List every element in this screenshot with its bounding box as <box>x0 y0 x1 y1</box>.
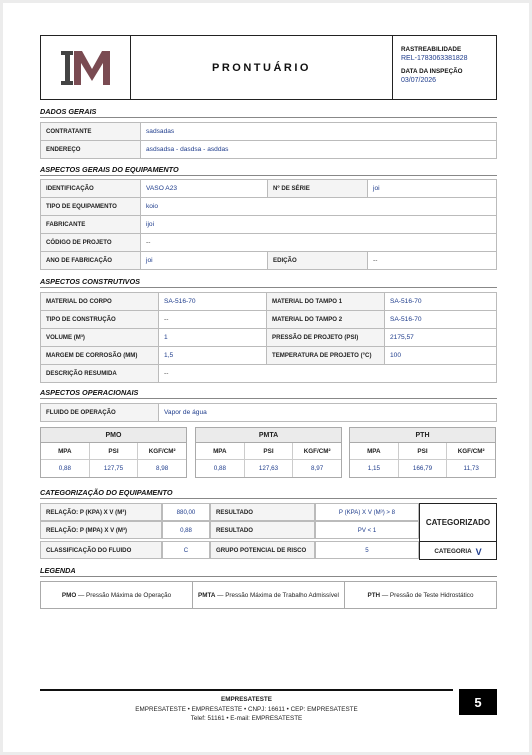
footer-divider <box>40 689 453 691</box>
unit-mpa: MPA <box>350 443 399 459</box>
desc-label: DESCRIÇÃO RESUMIDA <box>41 365 159 383</box>
pmta-box <box>195 427 342 478</box>
pth-mpa: 1,15 <box>350 460 399 477</box>
footer-company: EMPRESATESTE <box>221 696 272 703</box>
section-title-construction: ASPECTOS CONSTRUTIVOS <box>40 277 497 288</box>
header-info <box>392 36 496 99</box>
result2-value: PV < 1 <box>315 521 419 539</box>
pmo-mpa: 0,88 <box>41 460 90 477</box>
legend-pmta <box>193 582 345 608</box>
pproj-label: PRESSÃO DE PROJETO (PSI) <box>267 329 385 347</box>
type-label: TIPO DE EQUIPAMENTO <box>41 198 141 216</box>
date-value: 03/07/2026 <box>401 77 437 84</box>
unit-psi: PSI <box>245 443 294 459</box>
lid1-label: MATERIAL DO TAMPO 1 <box>267 293 385 311</box>
serial-value: joi <box>368 180 497 198</box>
edition-label: EDIÇÃO <box>268 252 368 270</box>
section-title-general: DADOS GERAIS <box>40 107 497 118</box>
document-header <box>40 35 497 100</box>
pth-box <box>349 427 496 478</box>
serial-label: Nº DE SÉRIE <box>268 180 368 198</box>
address-label: ENDEREÇO <box>41 141 141 159</box>
section-title-operational: ASPECTOS OPERACIONAIS <box>40 388 497 399</box>
temp-label: TEMPERATURA DE PROJETO (°C) <box>267 347 385 365</box>
unit-kgf: KGF/CM² <box>303 447 331 455</box>
fluid-value: Vapor de água <box>159 404 497 422</box>
volume-value: 1 <box>159 329 267 347</box>
pmo-title: PMO <box>41 428 186 443</box>
unit-kgf: KGF/CM² <box>148 447 176 455</box>
pmta-kgf: 8,97 <box>311 465 324 472</box>
section-title-categorization: CATEGORIZAÇÃO DO EQUIPAMENTO <box>40 488 497 499</box>
general-table <box>40 122 497 159</box>
section-title-legend: LEGENDA <box>40 566 497 577</box>
risk-label: GRUPO POTENCIAL DE RISCO <box>210 541 315 559</box>
page-number: 5 <box>459 689 497 715</box>
trace-value: REL-1783063381828 <box>401 55 468 62</box>
legend-pmo <box>41 582 193 608</box>
desc-value: -- <box>159 365 497 383</box>
project-value: -- <box>141 234 497 252</box>
volume-label: VOLUME (M³) <box>41 329 159 347</box>
unit-psi: PSI <box>90 443 139 459</box>
page-title: PRONTUÁRIO <box>212 61 311 74</box>
address-value: asdsadsa - dasdsa - asddas <box>141 141 497 159</box>
legend-pth <box>345 582 496 608</box>
id-label: IDENTIFICAÇÃO <box>41 180 141 198</box>
unit-kgf: KGF/CM² <box>457 447 485 455</box>
pth-kgf: 11,73 <box>463 465 479 472</box>
maker-value: ijoi <box>141 216 497 234</box>
pmo-kgf: 8,98 <box>156 465 169 472</box>
r2-value: 0,88 <box>162 521 210 539</box>
footer <box>40 695 453 724</box>
r1-value: 880,00 <box>162 503 210 521</box>
result1-value: P (KPA) X V (M³) > 8 <box>315 503 419 521</box>
fluid-class-label: CLASSIFICAÇÃO DO FLUIDO <box>40 541 162 559</box>
temp-value: 100 <box>385 347 497 365</box>
fluid-label: FLUIDO DE OPERAÇÃO <box>41 404 159 422</box>
document-page <box>3 3 529 752</box>
legend-pmo-text: — Pressão Máxima de Operação <box>77 591 172 599</box>
category-value: V <box>475 546 482 557</box>
body-value: SA-516-70 <box>159 293 267 311</box>
legend-pth-text: — Pressão de Teste Hidrostático <box>381 591 474 599</box>
ctype-label: TIPO DE CONSTRUÇÃO <box>41 311 159 329</box>
type-value: koio <box>141 198 497 216</box>
im-logo-icon <box>58 47 114 89</box>
r1-label: RELAÇÃO: P (KPA) X V (M³) <box>40 503 162 521</box>
footer-line3: Telef: 51161 • E-mail: EMPRESATESTE <box>190 715 303 722</box>
year-label: ANO DE FABRICAÇÃO <box>41 252 141 270</box>
pmta-title: PMTA <box>196 428 341 443</box>
body-label: MATERIAL DO CORPO <box>41 293 159 311</box>
legend-pmta-text: — Pressão Máxima de Trabalho Admissível <box>217 591 339 599</box>
lid2-value: SA-516-70 <box>385 311 497 329</box>
result2-label: RESULTADO <box>210 521 315 539</box>
lid2-label: MATERIAL DO TAMPO 2 <box>267 311 385 329</box>
edition-value: -- <box>368 252 497 270</box>
category-status: CATEGORIZADO <box>420 504 496 542</box>
category-box <box>419 503 497 560</box>
unit-mpa: MPA <box>41 443 90 459</box>
lid1-value: SA-516-70 <box>385 293 497 311</box>
fluid-class-value: C <box>162 541 210 559</box>
pth-title: PTH <box>350 428 495 443</box>
pth-psi: 166,79 <box>399 460 448 477</box>
equipment-table <box>40 179 497 270</box>
maker-label: FABRICANTE <box>41 216 141 234</box>
legend-box <box>40 581 497 609</box>
r2-label: RELAÇÃO: P (MPA) X V (M³) <box>40 521 162 539</box>
result1-label: RESULTADO <box>210 503 315 521</box>
id-value: VASO A23 <box>141 180 268 198</box>
company-logo <box>41 36 131 99</box>
trace-label: RASTREABILIDADE <box>401 46 462 53</box>
legend-pmo-abbr: PMO <box>61 591 77 599</box>
pproj-value: 2175,57 <box>385 329 497 347</box>
unit-mpa: MPA <box>196 443 245 459</box>
corr-label: MARGEM DE CORROSÃO (MM) <box>41 347 159 365</box>
operational-table <box>40 403 497 422</box>
date-label: DATA DA INSPEÇÃO <box>401 68 463 75</box>
unit-psi: PSI <box>399 443 448 459</box>
legend-pmta-abbr: PMTA <box>198 591 216 599</box>
section-title-equipment: ASPECTOS GERAIS DO EQUIPAMENTO <box>40 165 497 176</box>
pmo-box <box>40 427 187 478</box>
pmta-psi: 127,63 <box>245 460 294 477</box>
category-label: CATEGORIA <box>434 548 472 555</box>
year-value: joi <box>141 252 268 270</box>
footer-line2: EMPRESATESTE • EMPRESATESTE • CNPJ: 16611 • CEP: EMPRESATESTE <box>135 705 358 713</box>
risk-value: 5 <box>315 541 419 559</box>
contractor-value: sadsadas <box>141 123 497 141</box>
category-row <box>420 542 496 561</box>
pmta-mpa: 0,88 <box>196 460 245 477</box>
construction-table <box>40 292 497 383</box>
project-label: CÓDIGO DE PROJETO <box>41 234 141 252</box>
legend-pth-abbr: PTH <box>367 591 381 599</box>
contractor-label: CONTRATANTE <box>41 123 141 141</box>
pmo-psi: 127,75 <box>90 460 139 477</box>
corr-value: 1,5 <box>159 347 267 365</box>
ctype-value: -- <box>159 311 267 329</box>
